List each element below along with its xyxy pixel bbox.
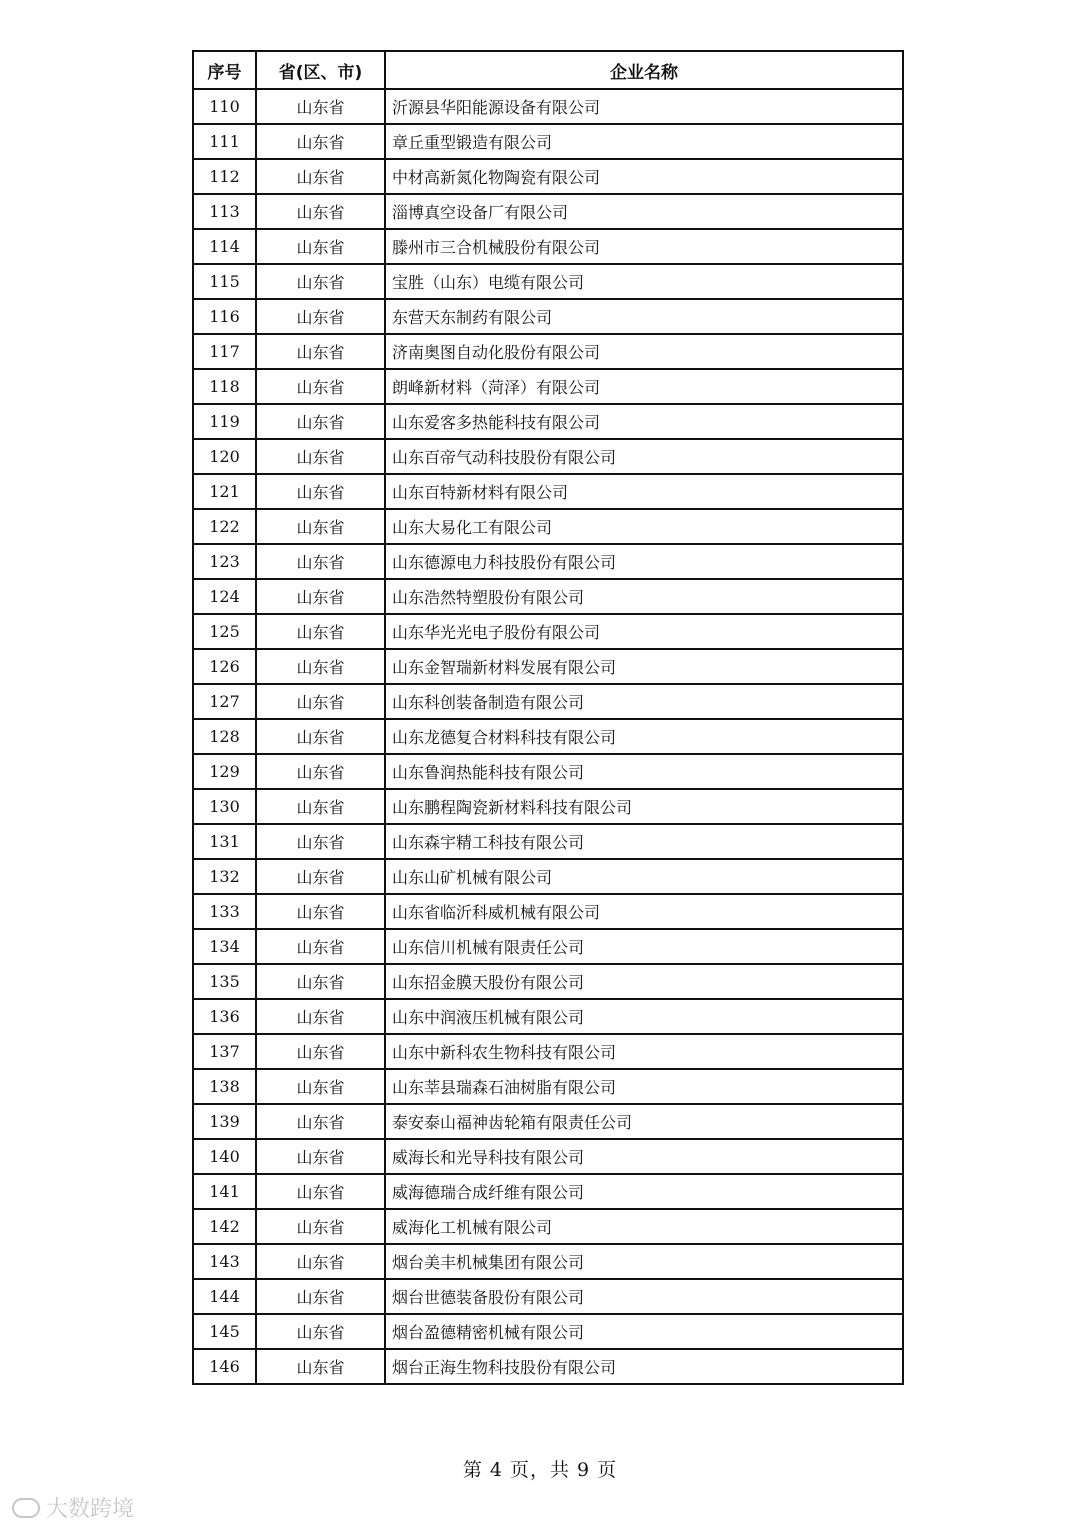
row-serial-number: 119: [193, 404, 256, 439]
row-serial-number: 133: [193, 894, 256, 929]
row-serial-number: 137: [193, 1034, 256, 1069]
row-company-name: 威海长和光导科技有限公司: [385, 1139, 903, 1174]
row-serial-number: 135: [193, 964, 256, 999]
row-province: 山东省: [256, 439, 385, 474]
row-serial-number: 136: [193, 999, 256, 1034]
page-footer: 第 4 页，共 9 页: [462, 1459, 618, 1481]
table-row: [193, 1244, 903, 1279]
table-row: [193, 824, 903, 859]
row-company-name: 淄博真空设备厂有限公司: [385, 194, 903, 229]
row-province: 山东省: [256, 159, 385, 194]
row-province: 山东省: [256, 859, 385, 894]
row-province: 山东省: [256, 684, 385, 719]
row-serial-number: 142: [193, 1209, 256, 1244]
row-company-name: 宝胜（山东）电缆有限公司: [385, 264, 903, 299]
table-row: [193, 964, 903, 999]
row-province: 山东省: [256, 1314, 385, 1349]
row-serial-number: 115: [193, 264, 256, 299]
row-serial-number: 112: [193, 159, 256, 194]
table-row: [193, 264, 903, 299]
row-province: 山东省: [256, 264, 385, 299]
row-province: 山东省: [256, 544, 385, 579]
table-row: [193, 614, 903, 649]
row-company-name: 山东百特新材料有限公司: [385, 474, 903, 509]
row-province: 山东省: [256, 579, 385, 614]
row-company-name: 山东中新科农生物科技有限公司: [385, 1034, 903, 1069]
row-company-name: 威海德瑞合成纤维有限公司: [385, 1174, 903, 1209]
row-province: 山东省: [256, 334, 385, 369]
row-company-name: 山东莘县瑞森石油树脂有限公司: [385, 1069, 903, 1104]
row-serial-number: 122: [193, 509, 256, 544]
row-serial-number: 110: [193, 89, 256, 124]
table-row: [193, 1034, 903, 1069]
table-row: [193, 1314, 903, 1349]
table-row: [193, 1069, 903, 1104]
row-company-name: 烟台盈德精密机械有限公司: [385, 1314, 903, 1349]
table-body: [193, 89, 903, 1384]
table-row: [193, 89, 903, 124]
row-province: 山东省: [256, 299, 385, 334]
row-company-name: 山东德源电力科技股份有限公司: [385, 544, 903, 579]
row-company-name: 山东百帝气动科技股份有限公司: [385, 439, 903, 474]
row-province: 山东省: [256, 1034, 385, 1069]
table-row: [193, 124, 903, 159]
table-row: [193, 894, 903, 929]
row-serial-number: 132: [193, 859, 256, 894]
table-row: [193, 579, 903, 614]
row-serial-number: 141: [193, 1174, 256, 1209]
row-serial-number: 111: [193, 124, 256, 159]
table-row: [193, 369, 903, 404]
row-serial-number: 118: [193, 369, 256, 404]
table-row: [193, 684, 903, 719]
row-province: 山东省: [256, 719, 385, 754]
table-row: [193, 789, 903, 824]
table-row: [193, 859, 903, 894]
table-row: [193, 754, 903, 789]
row-province: 山东省: [256, 1139, 385, 1174]
row-province: 山东省: [256, 614, 385, 649]
table-row: [193, 299, 903, 334]
table-row: [193, 159, 903, 194]
row-company-name: 山东招金膜天股份有限公司: [385, 964, 903, 999]
row-province: 山东省: [256, 1279, 385, 1314]
row-province: 山东省: [256, 964, 385, 999]
row-province: 山东省: [256, 999, 385, 1034]
company-table-wrapper: [192, 50, 902, 1385]
table-row: [193, 1139, 903, 1174]
row-serial-number: 138: [193, 1069, 256, 1104]
row-company-name: 山东金智瑞新材料发展有限公司: [385, 649, 903, 684]
row-province: 山东省: [256, 474, 385, 509]
row-company-name: 烟台世德装备股份有限公司: [385, 1279, 903, 1314]
row-company-name: 中材高新氮化物陶瓷有限公司: [385, 159, 903, 194]
table-row: [193, 509, 903, 544]
row-province: 山东省: [256, 1244, 385, 1279]
row-serial-number: 121: [193, 474, 256, 509]
row-province: 山东省: [256, 894, 385, 929]
row-province: 山东省: [256, 1104, 385, 1139]
row-province: 山东省: [256, 369, 385, 404]
row-province: 山东省: [256, 1209, 385, 1244]
row-province: 山东省: [256, 1069, 385, 1104]
row-province: 山东省: [256, 649, 385, 684]
watermark-logo-icon: [12, 1498, 40, 1518]
row-company-name: 烟台正海生物科技股份有限公司: [385, 1349, 903, 1384]
row-company-name: 山东浩然特塑股份有限公司: [385, 579, 903, 614]
row-company-name: 山东信川机械有限责任公司: [385, 929, 903, 964]
row-company-name: 山东科创装备制造有限公司: [385, 684, 903, 719]
table-row: [193, 719, 903, 754]
row-serial-number: 131: [193, 824, 256, 859]
table-row: [193, 999, 903, 1034]
row-province: 山东省: [256, 754, 385, 789]
table-row: [193, 334, 903, 369]
header-province: 省(区、市): [256, 51, 385, 89]
row-company-name: 山东爱客多热能科技有限公司: [385, 404, 903, 439]
table-row: [193, 404, 903, 439]
row-serial-number: 139: [193, 1104, 256, 1139]
row-serial-number: 124: [193, 579, 256, 614]
table-row: [193, 929, 903, 964]
row-company-name: 山东鹏程陶瓷新材料科技有限公司: [385, 789, 903, 824]
row-company-name: 山东龙德复合材料科技有限公司: [385, 719, 903, 754]
row-serial-number: 144: [193, 1279, 256, 1314]
row-serial-number: 116: [193, 299, 256, 334]
row-company-name: 泰安泰山福神齿轮箱有限责任公司: [385, 1104, 903, 1139]
row-company-name: 烟台美丰机械集团有限公司: [385, 1244, 903, 1279]
row-serial-number: 127: [193, 684, 256, 719]
row-serial-number: 113: [193, 194, 256, 229]
row-province: 山东省: [256, 89, 385, 124]
table-row: [193, 1104, 903, 1139]
table-row: [193, 1174, 903, 1209]
row-serial-number: 114: [193, 229, 256, 264]
row-serial-number: 145: [193, 1314, 256, 1349]
row-company-name: 山东大易化工有限公司: [385, 509, 903, 544]
row-company-name: 滕州市三合机械股份有限公司: [385, 229, 903, 264]
row-company-name: 山东森宇精工科技有限公司: [385, 824, 903, 859]
row-province: 山东省: [256, 404, 385, 439]
header-serial-number: 序号: [193, 51, 256, 89]
watermark-text: 大数跨境: [46, 1497, 135, 1522]
row-serial-number: 130: [193, 789, 256, 824]
row-province: 山东省: [256, 229, 385, 264]
row-serial-number: 134: [193, 929, 256, 964]
table-row: [193, 439, 903, 474]
header-company-name: 企业名称: [385, 51, 903, 89]
row-province: 山东省: [256, 929, 385, 964]
company-table: [192, 50, 904, 1385]
row-province: 山东省: [256, 124, 385, 159]
row-company-name: 东营天东制药有限公司: [385, 299, 903, 334]
row-company-name: 山东省临沂科威机械有限公司: [385, 894, 903, 929]
row-company-name: 山东华光光电子股份有限公司: [385, 614, 903, 649]
row-province: 山东省: [256, 1174, 385, 1209]
row-serial-number: 117: [193, 334, 256, 369]
table-row: [193, 1279, 903, 1314]
table-row: [193, 1209, 903, 1244]
table-row: [193, 1349, 903, 1384]
row-province: 山东省: [256, 1349, 385, 1384]
table-row: [193, 229, 903, 264]
row-serial-number: 126: [193, 649, 256, 684]
row-serial-number: 128: [193, 719, 256, 754]
row-serial-number: 140: [193, 1139, 256, 1174]
row-serial-number: 125: [193, 614, 256, 649]
row-company-name: 章丘重型锻造有限公司: [385, 124, 903, 159]
row-company-name: 朗峰新材料（菏泽）有限公司: [385, 369, 903, 404]
table-row: [193, 649, 903, 684]
table-header-row: [193, 51, 903, 89]
table-row: [193, 194, 903, 229]
row-company-name: 沂源县华阳能源设备有限公司: [385, 89, 903, 124]
row-serial-number: 120: [193, 439, 256, 474]
row-company-name: 威海化工机械有限公司: [385, 1209, 903, 1244]
row-province: 山东省: [256, 824, 385, 859]
watermark: [12, 1492, 134, 1523]
row-serial-number: 129: [193, 754, 256, 789]
row-province: 山东省: [256, 789, 385, 824]
row-serial-number: 123: [193, 544, 256, 579]
row-province: 山东省: [256, 509, 385, 544]
table-row: [193, 474, 903, 509]
row-company-name: 山东山矿机械有限公司: [385, 859, 903, 894]
row-serial-number: 146: [193, 1349, 256, 1384]
row-company-name: 山东中润液压机械有限公司: [385, 999, 903, 1034]
row-serial-number: 143: [193, 1244, 256, 1279]
table-row: [193, 544, 903, 579]
row-province: 山东省: [256, 194, 385, 229]
row-company-name: 济南奥图自动化股份有限公司: [385, 334, 903, 369]
row-company-name: 山东鲁润热能科技有限公司: [385, 754, 903, 789]
